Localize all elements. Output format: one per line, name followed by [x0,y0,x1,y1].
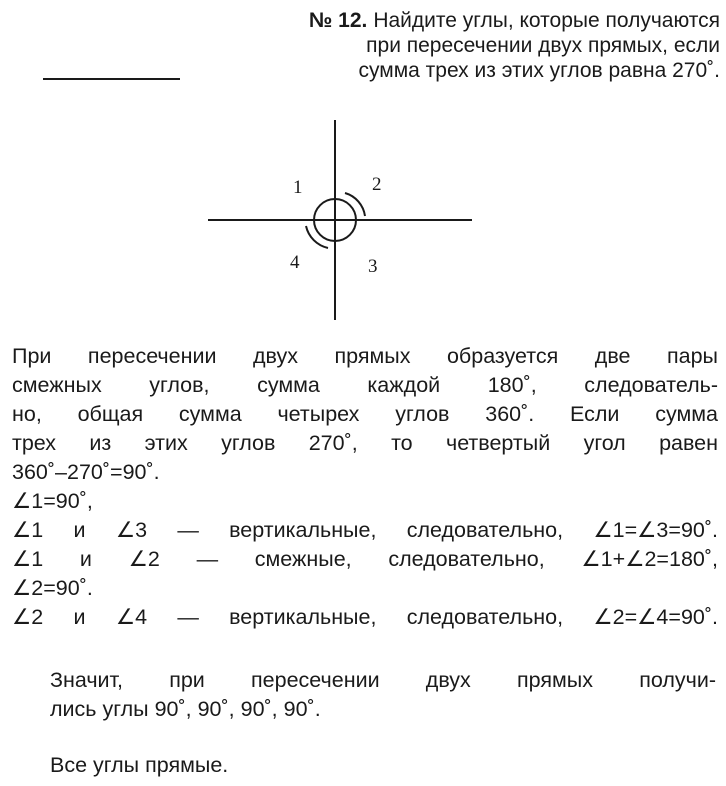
conclusion-line-2: лись углы 90˚, 90˚, 90˚, 90˚. [50,697,321,721]
answer-line [43,78,180,80]
step-4: ∠2=90˚. [12,576,93,600]
problem-line-1: Найдите углы, которые получаются [373,9,720,32]
conclusion-line-1: Значит, при пересечении двух прямых получи- [50,668,716,692]
conclusion-text [50,666,716,724]
solution-line-1: При пересечении двух прямых образуется две пары [12,344,718,368]
solution-line-2: смежных углов, сумма каждой 180˚, следователь- [12,373,718,397]
final-statement: Все углы прямые. [50,753,229,777]
step-3: ∠1 и ∠2 — смежные, следовательно, ∠1+∠2=180˚, [12,547,718,571]
problem-line-2: при пересечении двух прямых, если [366,34,720,57]
solution-text [12,342,718,632]
step-5: ∠2 и ∠4 — вертикальные, следовательно, ∠2=∠4=90˚. [12,605,718,629]
angle-label-1: 1 [293,177,303,198]
angle-label-3: 3 [368,256,378,277]
solution-line-5: 360˚–270˚=90˚. [12,460,160,484]
step-1: ∠1=90˚, [12,489,93,513]
problem-statement [180,8,720,83]
step-2: ∠1 и ∠3 — вертикальные, следовательно, ∠1=∠3=90˚. [12,518,718,542]
angle-label-2: 2 [372,174,382,195]
solution-line-4: трех из этих углов 270˚, то четвертый угол равен [12,431,718,455]
solution-line-3: но, общая сумма четырех углов 360˚. Если сумма [12,402,718,426]
problem-number: № 12. [308,9,368,32]
angle-label-4: 4 [290,252,300,273]
problem-line-3: сумма трех из этих углов равна 270˚. [358,59,720,82]
intersecting-lines-figure [200,118,480,328]
